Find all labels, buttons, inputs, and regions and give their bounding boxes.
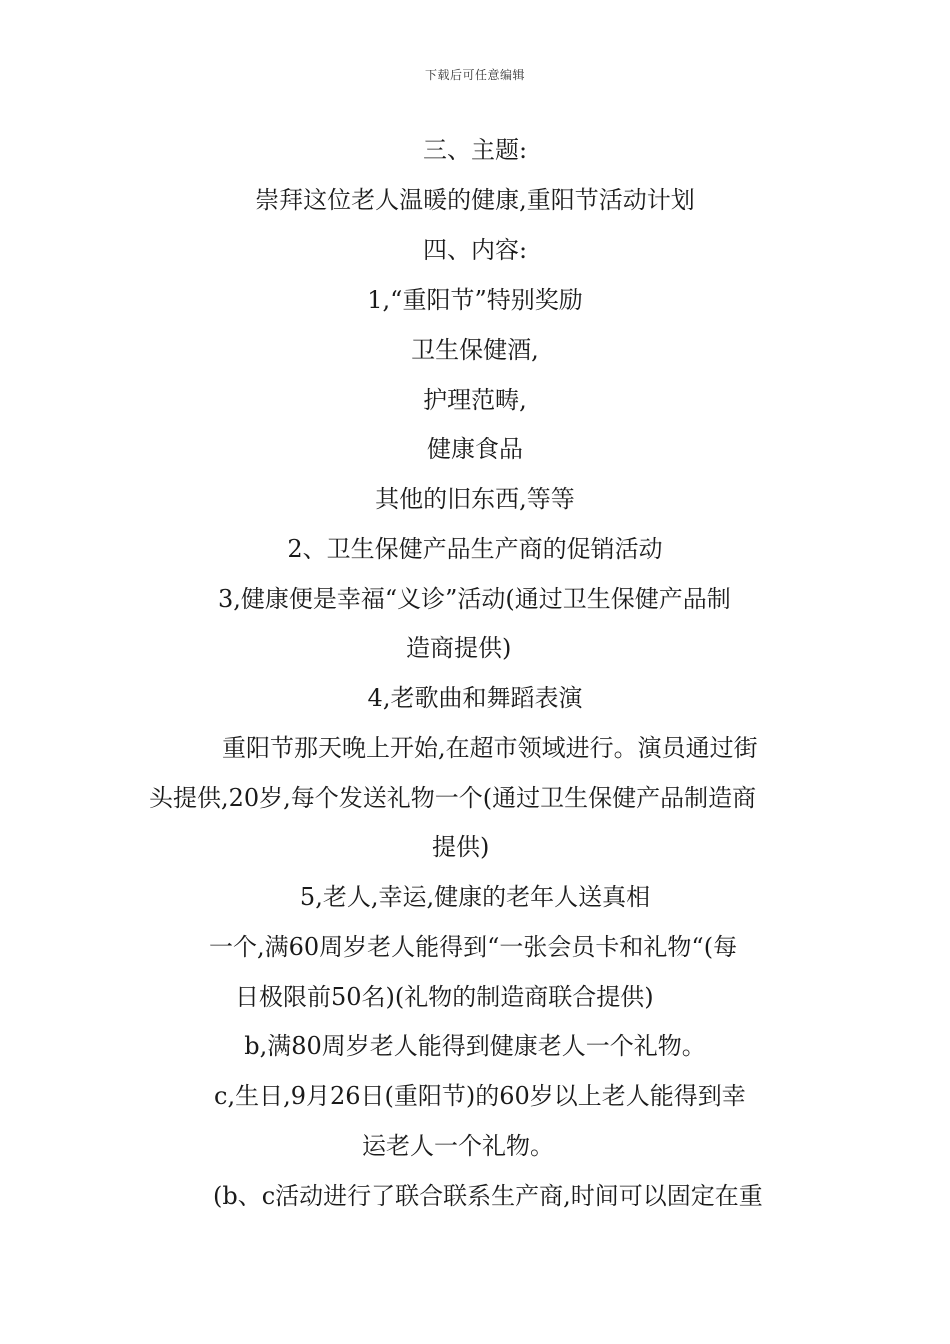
item-5-b: b,满80周岁老人能得到健康老人一个礼物。 — [244, 1032, 706, 1060]
item-4-text-line-1: 重阳节那天晚上开始,在超市领域进行。演员通过街 — [222, 734, 758, 762]
item-3-continuation: 造商提供) — [406, 634, 512, 662]
section-heading-theme: 三、主题: — [422, 136, 528, 164]
item-5-c-line-2: 运老人一个礼物。 — [362, 1132, 554, 1160]
item-2-title: 2、卫生保健产品生产商的促销活动 — [287, 535, 663, 563]
item-5-a-line-1: 一个,满60周岁老人能得到“一张会员卡和礼物“(每 — [209, 933, 738, 961]
item-3-title: 3,健康便是幸福“义诊”活动(通过卫生保健产品制 — [218, 585, 731, 613]
section-heading-content: 四、内容: — [422, 236, 528, 264]
item-4-text-line-2: 头提供,20岁,每个发送礼物一个(通过卫生保健产品制造商 — [149, 784, 757, 812]
item-1-line-2: 护理范畴, — [423, 386, 527, 414]
item-1-title: 1,“重阳节”特别奖励 — [367, 286, 583, 314]
page-header-note: 下载后可任意编辑 — [424, 68, 525, 82]
item-4-title: 4,老歌曲和舞蹈表演 — [367, 684, 583, 712]
item-5-c-line-1: c,生日,9月26日(重阳节)的60岁以上老人能得到幸 — [214, 1082, 746, 1110]
item-5-note: (b、c活动进行了联合联系生产商,时间可以固定在重 — [213, 1182, 763, 1210]
item-4-text-line-3: 提供) — [432, 833, 490, 861]
item-5-title: 5,老人,幸运,健康的老年人送真相 — [299, 883, 651, 911]
theme-text: 崇拜这位老人温暖的健康,重阳节活动计划 — [255, 186, 695, 214]
item-1-line-3: 健康食品 — [427, 435, 523, 463]
item-1-line-1: 卫生保健酒, — [411, 336, 539, 364]
item-1-line-4: 其他的旧东西,等等 — [375, 485, 575, 513]
item-5-a-line-2: 日极限前50名)(礼物的制造商联合提供) — [235, 983, 654, 1011]
